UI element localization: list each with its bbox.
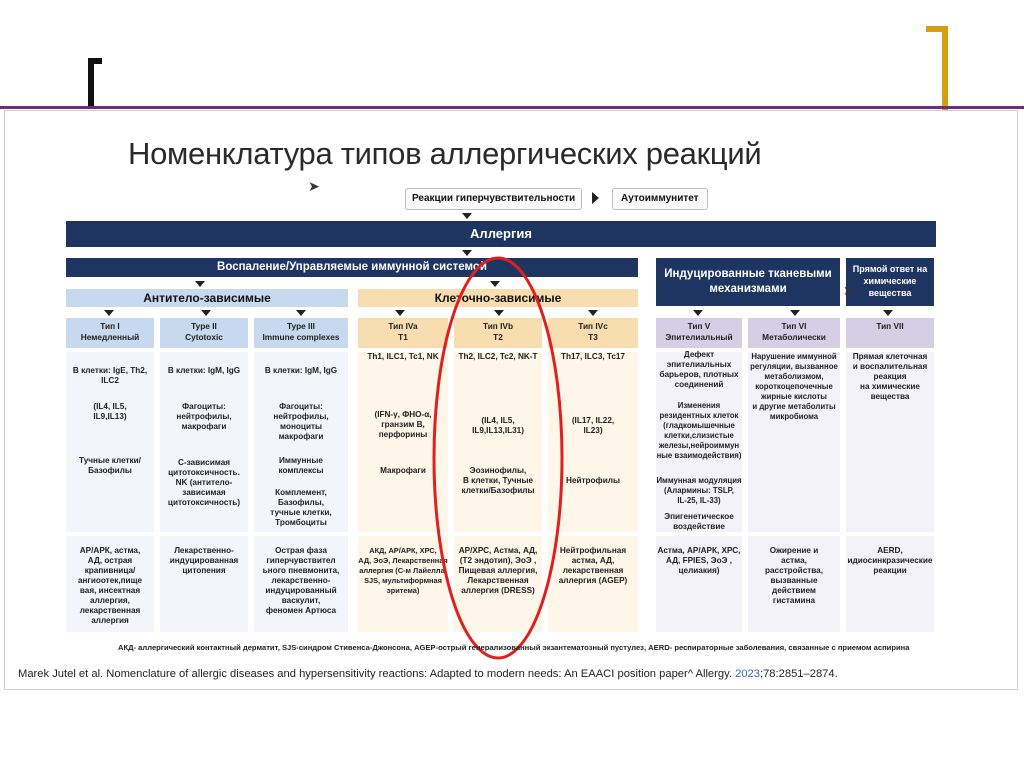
type-header-1: Тип I Немедленный xyxy=(66,318,154,348)
type-header-4c: Тип IVc T3 xyxy=(548,318,638,348)
effectors-text-3: Иммунные комплексы xyxy=(278,456,324,475)
type-header-4b: Тип IVb T2 xyxy=(454,318,542,348)
effectors-text-5: Иммунная модуляция (Алармины: TSLP, IL-25, IL-33) xyxy=(656,476,742,505)
effectors2-text-5: Эпигенетическое воздействие xyxy=(664,512,734,531)
mediators-text-1: (IL4, IL5, IL9,IL13) xyxy=(93,402,127,421)
mediators-text-2: Фагоциты: нейтрофилы, макрофаги xyxy=(176,402,232,431)
mediators-text-5: Изменения резидентных клеток (гладкомышечные клетки,слизистые железы,нейроиммун ные взаимодействия) xyxy=(656,401,742,460)
citation-pages: ;78:2851–2874. xyxy=(759,668,838,680)
cells-text-5: Дефект эпителиальных барьеров, плотных соединений xyxy=(659,350,739,389)
effectors-text-4a: Макрофаги xyxy=(380,466,426,475)
effectors2-text-3: Комплемент, Базофилы, тучные клетки, Тромбоциты xyxy=(270,488,332,527)
citation-year-link[interactable]: 2023 xyxy=(735,668,760,680)
cells-text-4a: Th1, ILC1, Tc1, NK xyxy=(367,352,439,361)
autoimmunity-box: Аутоиммунитет xyxy=(612,188,708,210)
disease-text-4c: Нейтрофильная астма, АД, лекарственная аллергия (AGEP) xyxy=(558,546,628,585)
citation-text: Marek Jutel et al. Nomenclature of allergic diseases and hypersensitivity reactions: Adapted to modern needs: An EAACI position paper^ Allergy. xyxy=(18,668,732,680)
cells-text-7: Прямая клеточная и воспалительная реакция на химические вещества xyxy=(852,352,928,401)
cells-text-1: В клетки: IgE, Th2, ILC2 xyxy=(72,366,148,385)
disease-text-2: Лекарственно- индуцированная цитопения xyxy=(169,546,239,575)
allergy-bar: Аллергия xyxy=(66,221,936,247)
type-header-3: Type III Immune complexes xyxy=(254,318,348,348)
chemical-group-bar: Прямой ответ на химические вещества xyxy=(846,258,934,306)
effectors-text-4b: Эозинофилы, В клетки, Тучные клетки/Базофилы xyxy=(461,466,535,495)
disease-text-1: АР/АРК, астма, АД, острая крапивница/ ангиоотек,пище вая, инсектная аллергия, лекарственная аллергия xyxy=(77,546,143,625)
cells-text-6: Нарушение иммунной регуляции, вызванное метаболизмом, короткоцепочечные жирные кислоты и другие метаболиты микробиома xyxy=(750,352,838,421)
type-header-4a: Тип IVa T1 xyxy=(358,318,448,348)
mediators-text-4c: (IL17, IL22, IL23) xyxy=(571,416,615,435)
antibody-band: Антитело-зависимые xyxy=(66,289,348,307)
mediators-text-3: Фагоциты: нейтрофилы, моноциты макрофаги xyxy=(273,402,329,441)
abbreviation-footnote: АКД- аллергический контактный дерматит, SJS-синдром Стивенса-Джонсона, AGEP-острый генерализованный экзантематозный пустулез, AERD- респираторные заболевания, связанные с приемом аспирина xyxy=(118,643,910,652)
slide-title: Номенклатура типов аллергических реакций xyxy=(128,136,762,171)
type-header-2: Type II Cytotoxic xyxy=(160,318,248,348)
mouse-pointer-icon: ➤ xyxy=(308,178,320,194)
tissue-group-bar: Индуцированные тканевыми механизмами xyxy=(656,258,840,306)
mediators-text-4a: (IFN-γ, ФНО-α, гранзим В, перфорины xyxy=(374,410,432,439)
disease-text-3: Острая фаза гиперчувствител ьного пневмонита, лекарственно- индуцированный васкулит, феномен Артюса xyxy=(262,546,340,615)
mouse-pointer-icon: ➤ xyxy=(843,283,854,298)
hypersensitivity-box: Реакции гиперчувствительности xyxy=(405,188,582,210)
cellular-band: Клеточно-зависимые xyxy=(358,289,638,307)
type-header-7: Тип VII xyxy=(846,318,934,348)
disease-text-4a: АКД, АР/АРК, ХРС, АД, ЭоЭ, Лекарственная аллергия (С-м Лайелла, SJS, мультиформная эритема) xyxy=(358,546,448,595)
effectors-text-1: Тучные клетки/ Базофилы xyxy=(79,456,141,475)
disease-text-7: AERD, идиосинкразические реакции xyxy=(847,546,933,575)
disease-text-4b: АР/ХРС, Астма, АД, (Т2 эндотип), ЭоЭ , Пищевая аллергия, Лекарственная аллергия (DRESS) xyxy=(458,546,538,595)
cells-text-4b: Th2, ILC2, Tc2, NK-T xyxy=(458,352,538,361)
effectors-text-2: С-зависимая цитотоксичность. NK (антитело- зависимая цитотоксичность) xyxy=(167,458,241,507)
effectors-text-4c: Нейтрофилы xyxy=(566,476,620,485)
immune-group-bar: Воспаление/Управляемые иммунной системой xyxy=(66,258,638,277)
cells-text-2: В клетки: IgM, IgG xyxy=(167,366,241,375)
citation xyxy=(18,668,838,680)
cells-text-4c: Th17, ILC3, Tc17 xyxy=(560,352,625,361)
disease-text-6: Ожирение и астма, расстройства, вызванные действием гистамина xyxy=(764,546,824,605)
cells-text-3: В клетки: IgM, IgG xyxy=(264,366,338,375)
type-header-5: Тип V Эпителиальный xyxy=(656,318,742,348)
disease-text-5: Астма, АР/АРК, ХРС, АД, FPIES, ЭоЭ , целиакия) xyxy=(657,546,741,575)
mediators-text-4b: (IL4, IL5, IL9,IL13,IL31) xyxy=(472,416,524,435)
type-header-6: Тип VI Метаболически xyxy=(748,318,840,348)
